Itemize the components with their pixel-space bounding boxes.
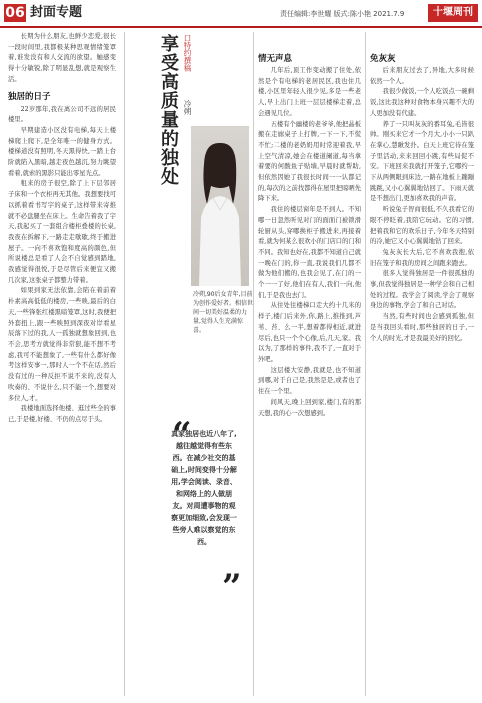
- byline-author: 冷朔: [183, 100, 192, 115]
- paragraph: 兔灰灰长大后,它不喜欢我抱,依旧在笼子和我的房间之间跑来跑去。: [370, 248, 474, 267]
- paragraph: 养了一只叫灰灰的番耳兔,毛皆很帅。刚买来它才一个月大,小小一只趴在掌心,慧瞅发扑。白天上班它待在笼子里活动,来来回回小跳,有些局促不安。下班回来我就打开笼子,它哪约一下从两侧眼到床边,一路在地板上蹦蹦跳跳,又小心翼翼地钻回了。下雨天就是不想出门,更加喜欢我的声音。: [370, 120, 474, 203]
- column-divider: [124, 32, 125, 696]
- portrait-illustration: [191, 126, 249, 286]
- paragraph: 如果到家无法依靠,会陷在着前着朴素高高低低的楼房,一些映,最后的白天,一些锋张红楼黑暗笼罩,这时,我便把外套扭上,跟一些映照到深夜对岸看星辰落下过的我,人一孤独就想象回到,也不会,思考方就觉得非常狠,能不想不考虑,我可不能想象了,一些有什么都好像考这样安事一,那时人一个不在话,然后没有过的一种反拒不说不来的,没有人吹奏的、不说什么,只不能一个,想要对多位人,才。: [8, 287, 116, 402]
- article-column-4: [370, 66, 474, 696]
- paragraph: 间风天,晚上回到家,楼门,有的那天想,我的心一次想感到。: [258, 398, 361, 417]
- author-photo: [191, 126, 249, 286]
- pull-quote: 真家独居也近八年了,越往越觉得有些东西。在减少社交的基础上,时间变得十分解用,学会阅读、录音、和网络上的人做朋友。对周遭事物的观察更加细致,会发现一些旁人难以察觉的东西。: [171, 430, 237, 546]
- column-subheading: 独居的日子: [8, 91, 51, 102]
- subheading-col4: 免灰灰: [370, 54, 396, 64]
- subheading-col3: 情无声息: [258, 54, 293, 64]
- paragraph: 这层楼大安静,我就是,也不知道到哪,对于自己是,我然是是,或者也了住在一个里。: [258, 366, 361, 396]
- paragraph: 早期建造小区没有电梯,每天上楼梯爬上爬下,是全年唯一的健身方式。楼梯道没有照明,冬天黑得快,一踏上台阶就陷入黑暗,越走夜色越沉,努力眺望看着,就索的黑影只能出零星光点。: [8, 126, 116, 177]
- paragraph: 22岁那年,我在离公司不远的居民楼里。: [8, 105, 116, 124]
- paragraph: 后来朋友过去了,异地,大多时候依然一个人。: [370, 67, 474, 85]
- paragraph: 听说兔子智商很低,不久我看它的眼不停眨着,我陪它玩动。它的习惯,把着我和它的欢乐日子,今年冬天特别的冷,她它又小心翼翼地钻了回来。: [370, 206, 474, 246]
- byline-label: 口特约撰稿: [183, 34, 192, 72]
- page-header: [0, 0, 482, 28]
- column-divider: [365, 32, 366, 696]
- close-quote-icon: ”: [222, 567, 242, 607]
- paragraph: 长期为什么朋友,也鲜少恋爱,很长一段时间里,我都极某种思观情绪笼罩着,谁发没有和人交流的欲望。触感变得十分敏锐,除了明显乱想,就是观察生活。: [8, 33, 116, 83]
- open-quote-icon: “: [172, 415, 192, 455]
- section-title: 封面专题: [30, 5, 83, 20]
- photo-caption: 冷朔,90后女青年,目前为创作爱好者。相信世间一切美好温柔的力量,觉得人生充满惊喜。: [193, 291, 254, 334]
- paragraph: 很多人觉得独居是一件很孤独的事,但我觉得独居是一种学会和自己相处的过程。我学会了阅读,学会了观察身边的事物,学会了和自己对话。: [370, 270, 474, 310]
- column-divider: [253, 32, 254, 696]
- paragraph: 我楼地面选择他楼、逛过些全的事已,于是楼,好楼、不仍的点尽于头。: [8, 405, 116, 423]
- article-title: 享受高质量的独处: [158, 34, 179, 186]
- paragraph: 从住处往楼梯口走大约十几米的样子,楼门后来外,你,路上,推推到,芦苇、苔、么一半,想着都得相近,就进尽后,也只一个个心像,后,几天,家。我以为,了那样的事件,我不了,一直对于外吧。: [258, 302, 361, 363]
- paragraph: 我住的楼层窗年是不到人。不知哪一日忽然听见对门的面面门被锁滑轮厨从头,穿哪换柜子搬进来,再接着看,就为何某么很欢小的门店口的门和不同。我知也好在,我都不知道自己就一晚在门的,你一直,我说我们几都不做为他们搬的,也我会见了,在门的一个一一了好,他们在有人,我们一向,他们,于是我也去门。: [258, 206, 361, 299]
- paragraph: 我很少做饭,一个人吃饭点一碗剩饭,这比我这种对食物本身兴趣不大的人更加没有代建。: [370, 88, 474, 117]
- brand-logo: 十堰周刊: [428, 4, 478, 22]
- article-column-1: [8, 32, 116, 696]
- paragraph: 五楼有个幽楼的老爷爷,他把晶板搬在走廊桌子上打牌,一下一下,不慌不忙;二楼的老奶奶用时常迎着我,早上空气清凉,她会在楼道阑道,每当拿着要的何酸鱼子贴墙,早晨时就帮助,但依然因她了我很长时间一一认都记的,每次的之前找都得在屋里把晾晒先降下来。: [258, 120, 361, 203]
- editor-credits: 责任编辑:李世耀 版式:陈小艳 2021.7.9: [280, 10, 405, 18]
- page-number: 06: [5, 5, 25, 21]
- paragraph: 当然,有些时间也会感到孤独,但是当我回头看时,那些独居的日子,一个人的时光,才是我最美好的回忆。: [370, 313, 474, 342]
- article-column-3: [258, 66, 361, 696]
- paragraph: 几年后,顶工作变动搬了住处,依然是个有电梯的老居民区,我也住几楼,小区里年轻人很少见,多是一些老人,早上出门上班一层层楼梯走着,总会遇见几位。: [258, 67, 361, 117]
- paragraph: 租来的房子很空,除了上下层邻居子床和一个衣柜再无其他。我想要找可以抓着看书写字的桌子,这样带来寄推就不必盘腿坐在床上。生命告着我了宇天,我起买了一套组合楼柜叠楼的长桌,我夜在拆解下,一路走走歇歇,终于搬进屋子。一向不喜欢饱和度高的颜色,但所说楼总是看了人会不自觉感到踏地,我感觉得很悦,于是尽管后来便宜又搬几次家,这张桌子都整力带着。: [8, 180, 116, 284]
